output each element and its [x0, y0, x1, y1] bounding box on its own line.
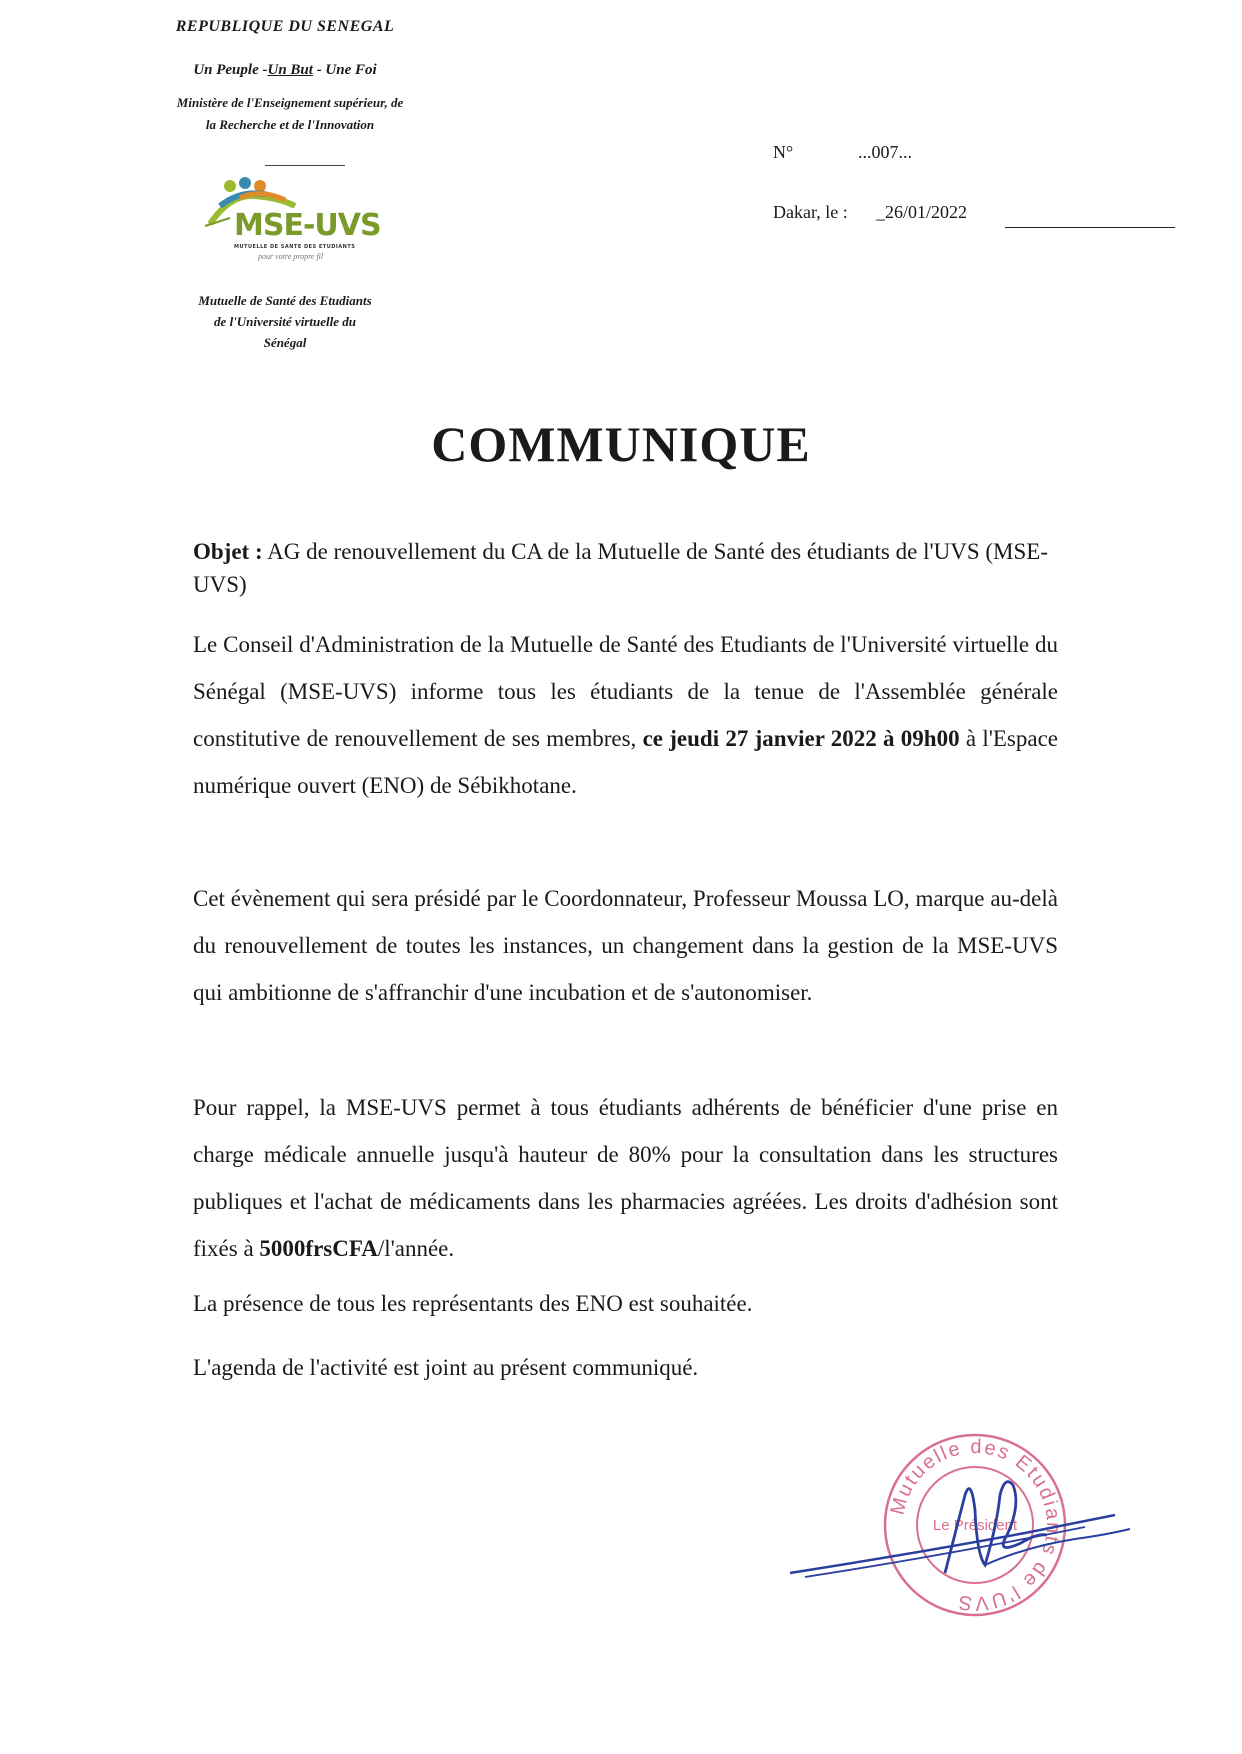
ministry-line-1: Ministère de l'Enseignement supérieur, de [176, 95, 404, 110]
ministry-name [140, 92, 440, 136]
date-value: _26/01/2022 [876, 202, 968, 222]
paragraph-1-end: à l'Espace numérique ouvert (ENO) de Sébikhotane. [193, 726, 1058, 798]
organization-line-1: Mutuelle de Santé des Etudiants [198, 293, 372, 308]
page-title: COMMUNIQUE [431, 416, 811, 472]
stamp-ring-text: Mutuelle des Etudiants de l'UVS [886, 1435, 1065, 1615]
paragraph-reminder [193, 1084, 1058, 1272]
logo-slogan: pour votre propre fil [258, 252, 324, 261]
object-label: Objet : [193, 539, 263, 564]
object-line [193, 535, 1058, 601]
signature [785, 1455, 1175, 1605]
object-text: AG de renouvellement du CA de la Mutuelle de Santé des étudiants de l'UVS (MSE-UVS) [193, 539, 1048, 597]
national-motto [150, 62, 420, 79]
paragraph-presence: La présence de tous les représentants des ENO est souhaitée. [193, 1291, 753, 1316]
paragraph-announcement [193, 621, 1058, 809]
membership-fee: 5000frsCFA [259, 1236, 378, 1261]
paragraph-3-start: Pour rappel, la MSE-UVS permet à tous étudiants adhérents de bénéficier d'une prise en charge médicale annuelle jusqu'à hauteur de 80% pour la consultation dans les structures publiques et l'achat de médicaments dans les pharmacies agréées. Les droits d'adhésion sont fixés à [193, 1095, 1058, 1261]
organization-name [150, 290, 420, 353]
paragraph-3-end: /l'année. [377, 1236, 455, 1261]
date-underline [1005, 227, 1175, 228]
motto-part-3: - Une Foi [312, 62, 377, 78]
republic-heading: REPUBLIQUE DU SENEGAL [175, 18, 395, 35]
paragraph-1-start: Le Conseil d'Administration de la Mutuelle de Santé des Etudiants de l'Université virtuelle du Sénégal (MSE-UVS) informe tous les étudiants de la tenue de l'Assemblée générale constitutive de renouvellement de ses membres, [193, 632, 1058, 751]
mse-uvs-logo [200, 176, 390, 266]
motto-part-1: Un Peuple - [193, 62, 268, 78]
organization-line-2: de l'Université virtuelle du [214, 314, 356, 329]
paragraph-event: Cet évènement qui sera présidé par le Coordonnateur, Professeur Moussa LO, marque au-delà du renouvellement de toutes les instances, un changement dans la gestion de la MSE-UVS qui ambitionne de s'affranchir d'une incubation et de s'autonomiser. [193, 886, 1058, 1005]
ministry-line-2: la Recherche et de l'Innovation [205, 117, 375, 132]
header-divider [265, 165, 345, 166]
logo-subtitle: MUTUELLE DE SANTE DES ETUDIANTS [234, 244, 356, 250]
organization-line-3: Sénégal [263, 335, 307, 350]
reference-number-value: ...007... [858, 142, 912, 162]
motto-part-2: Un But [267, 62, 313, 78]
logo-wordmark: MSE-UVS [234, 208, 381, 243]
stamp-center-text: Le Président [932, 1517, 1018, 1534]
paragraph-agenda: L'agenda de l'activité est joint au présent communiqué. [193, 1355, 699, 1380]
reference-number-label: N° [773, 142, 794, 162]
meeting-datetime: ce jeudi 27 janvier 2022 à 09h00 [642, 726, 960, 751]
date-label: Dakar, le : [773, 202, 848, 222]
